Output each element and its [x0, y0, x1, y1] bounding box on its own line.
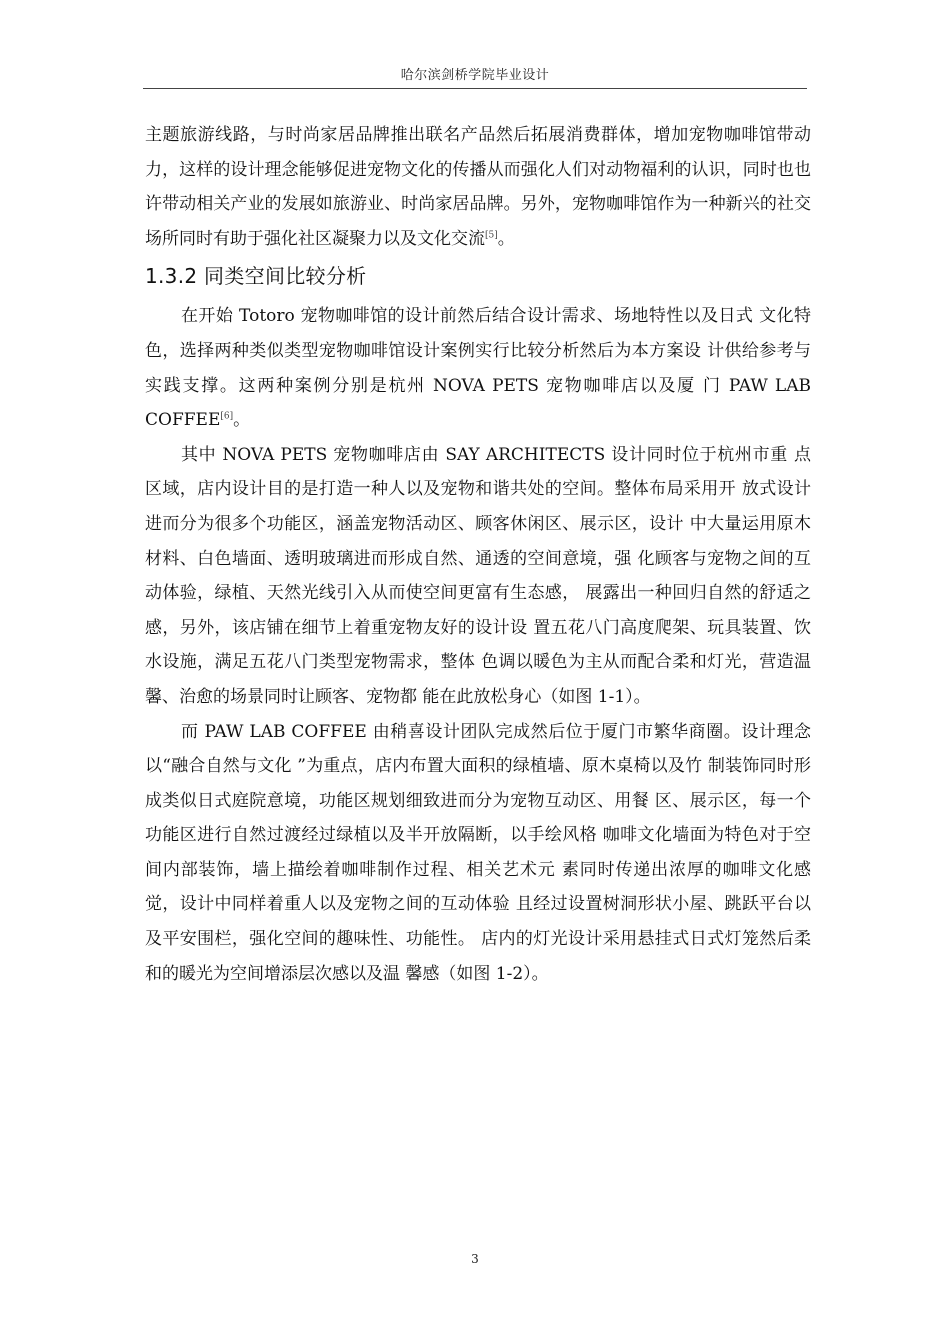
nova-pets-paragraph: 其中 NOVA PETS 宠物咖啡店由 SAY ARCHITECTS 设计同时位于杭州市重 点区域，店内设计目的是打造一种人以及宠物和谐共处的空间。整体布局采用开 放式设计进而分为很多个功能区，涵盖宠物活动区、顾客休闲区、展示区，设计 中大量运用原木材料、白色墙面、透明玻璃进而形成自然、通透的空间意境，强 化顾客与宠物之间的互动体验，绿植、天然光线引入从而使空间更富有生态感， 展露出一种回归自然的舒适之感，另外，该店铺在细节上着重宠物友好的设计设 置五花八门高度爬架、玩具装置、饮水设施，满足五花八门类型宠物需求，整体 色调以暖色为主从而配合柔和灯光，营造温馨、治愈的场景同时让顾客、宠物都 能在此放松身心（如图 1-1）。 — [145, 444, 811, 707]
intro-tail: 。 — [233, 410, 251, 431]
continuation-paragraph — [145, 118, 811, 256]
header-divider — [143, 88, 807, 89]
continuation-tail: 。 — [497, 228, 515, 249]
section-heading: 1.3.2 同类空间比较分析 — [145, 264, 367, 289]
intro-text: 在开始 Totoro 宠物咖啡馆的设计前然后结合设计需求、场地特性以及日式 文化特色，选择两种类似类型宠物咖啡馆设计案例实行比较分析然后为本方案设 计供给参考与实践支撑。这两种案例分别是杭州 NOVA PETS 宠物咖啡店以及厦 门 PAW LAB COFFEE — [145, 306, 811, 431]
continuation-text: 主题旅游线路，与时尚家居品牌推出联名产品然后拓展消费群体，增加宠物咖啡馆带动力，这样的设计理念能够促进宠物文化的传播从而强化人们对动物福利的认识，同时也也许带动相关产业的发展如旅游业、时尚家居品牌。另外，宠物咖啡馆作为一种新兴的社交场所同时有助于强化社区凝聚力以及文化交流 — [145, 125, 811, 249]
page-number: 3 — [471, 1252, 479, 1266]
page-header-title: 哈尔滨剑桥学院毕业设计 — [400, 68, 550, 83]
body-text — [145, 118, 811, 991]
citation-5: [5] — [485, 230, 498, 241]
intro-paragraph — [145, 299, 811, 437]
citation-6: [6] — [220, 411, 234, 422]
paw-lab-paragraph: 而 PAW LAB COFFEE 由稍喜设计团队完成然后位于厦门市繁华商圈。设计理念以“融合自然与文化 ”为重点，店内布置大面积的绿植墙、原木桌椅以及竹 制装饰同时形成类似日式庭院意境，功能区规划细致进而分为宠物互动区、用餐 区、展示区，每一个功能区进行自然过渡经过绿植以及半开放隔断，以手绘风格 咖啡文化墙面为特色对于空间内部装饰，墙上描绘着咖啡制作过程、相关艺术元 素同时传递出浓厚的咖啡文化感觉，设计中同样着重人以及宠物之间的互动体验 且经过设置树洞形状小屋、跳跃平台以及平安围栏，强化空间的趣味性、功能性。 店内的灯光设计采用悬挂式日式灯笼然后柔和的暖光为空间增添层次感以及温 馨感（如图 1-2）。 — [145, 721, 811, 984]
